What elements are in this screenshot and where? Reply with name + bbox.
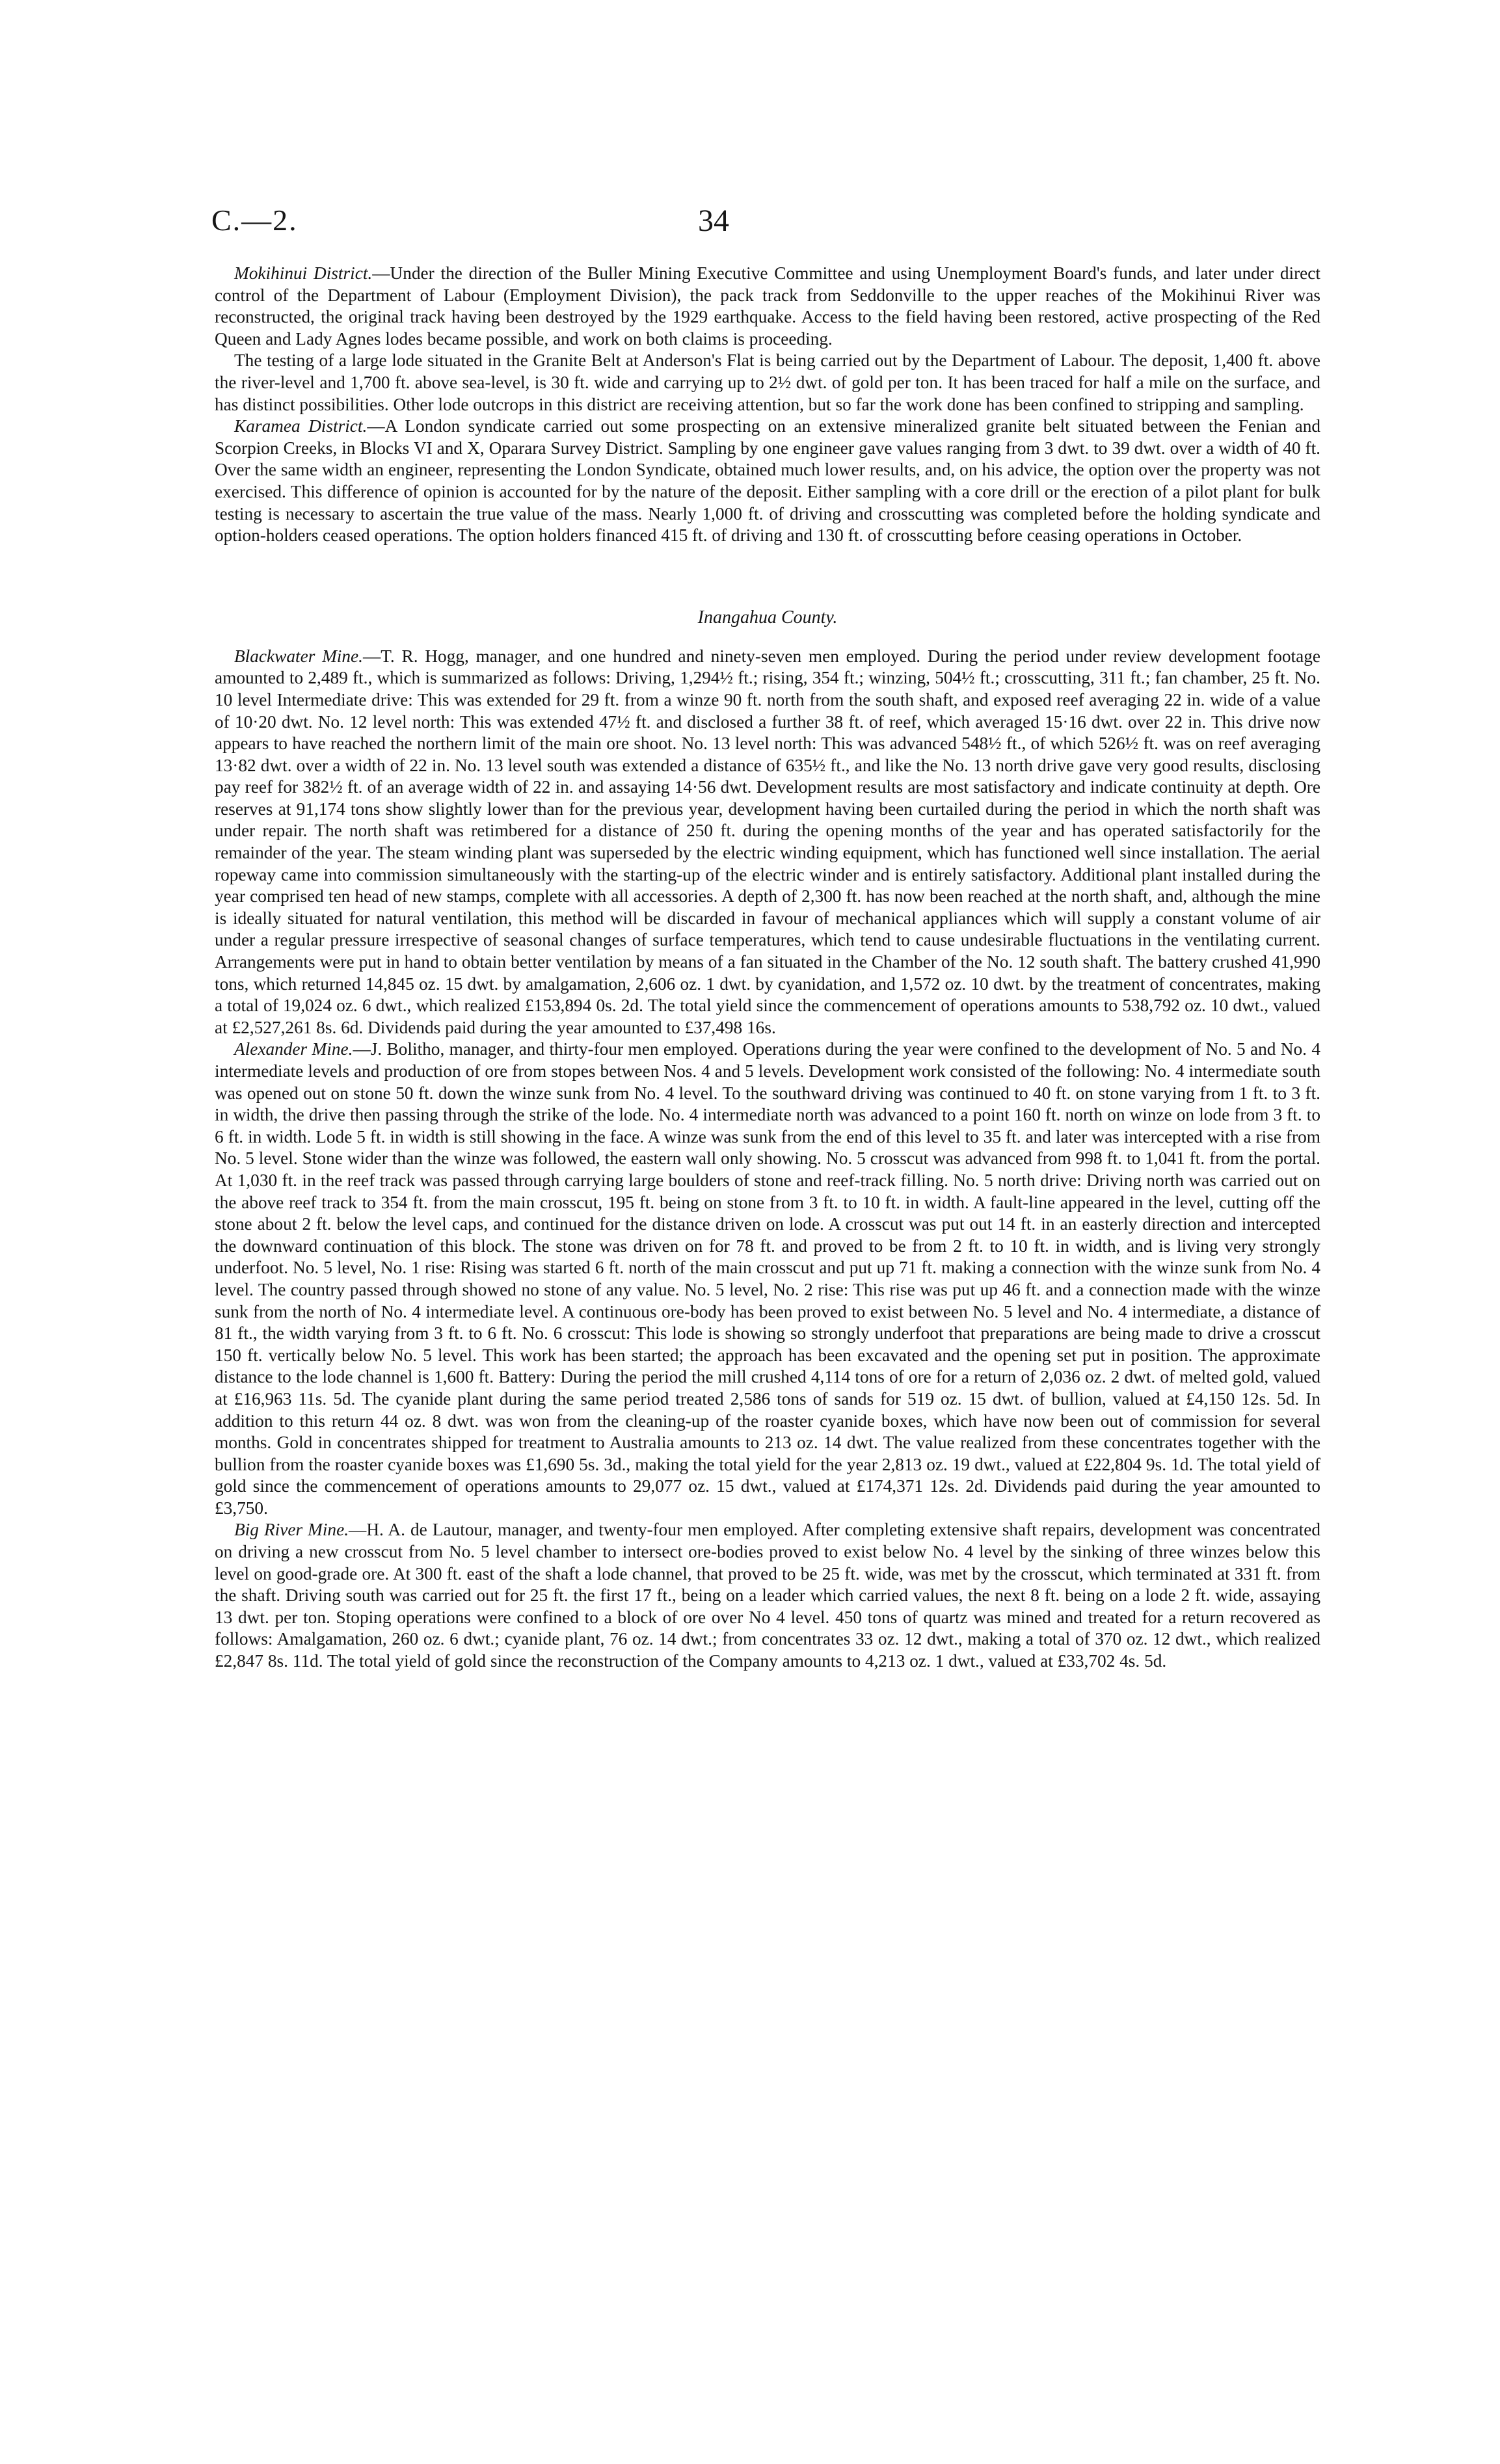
paragraph-alexander — [215, 1039, 1320, 1519]
document-code: C.—2. — [211, 204, 298, 237]
paragraph-text: —Under the direction of the Buller Mining Executive Committee and using Unemployment Board's funds, and later under direct control of the Department of Labour (Employment Division), the pack track from Seddonville to the upper reaches of the Mokihinui River was reconstructed, the original track having been destroyed by the 1929 earthquake. Access to the field having been restored, active prospecting of the Red Queen and Lady Agnes lodes became possible, and work on both claims is proceeding. — [215, 263, 1320, 349]
paragraph-karamea — [215, 416, 1320, 547]
paragraph-text: —T. R. Hogg, manager, and one hundred and ninety-seven men employed. During the period under review development footage amounted to 2,489 ft., which is summarized as follows: Driving, 1,294½ ft.; rising, 354 ft.; winzing, 504½ ft.; crosscutting, 311 ft.; fan chamber, 25 ft. No. 10 level Intermediate drive: This was extended for 29 ft. from a winze 90 ft. north from the south shaft, and exposed reef averaging 22 in. wide of a value of 10·20 dwt. No. 12 level north: This was extended 47½ ft. and disclosed a further 38 ft. of reef, which averaged 15·16 dwt. over 22 in. This drive now appears to have reached the northern limit of the main ore shoot. No. 13 level north: This was advanced 548½ ft., of which 526½ ft. was on reef averaging 13·82 dwt. over a width of 22 in. No. 13 level south was extended a distance of 635½ ft., and like the No. 13 north drive gave very good results, disclosing pay reef for 382½ ft. of an average width of 22 in. and assaying 14·56 dwt. Development results are most satisfactory and indicate continuity at depth. Ore reserves at 91,174 tons show slightly lower than for the previous year, development having been curtailed during the period in which the north shaft was under repair. The north shaft was retimbered for a distance of 250 ft. during the opening months of the year and has operated satisfactorily for the remainder of the year. The steam winding plant was superseded by the electric winding equipment, which has functioned well since installation. The aerial ropeway came into commission simultaneously with the starting-up of the electric winder and is entirely satisfactory. Additional plant installed during the year comprised ten head of new stamps, complete with all accessories. A depth of 2,300 ft. has now been reached at the north shaft, and, although the mine is ideally situated for natural ventilation, this method will be discarded in favour of mechanical appliances which will supply a constant volume of air under a regular pressure irrespective of seasonal changes of surface temperatures, which tend to cause undesirable fluctuations in the ventilating current. Arrangements were put in hand to obtain better ventilation by means of a fan situated in the Chamber of the No. 12 south shaft. The battery crushed 41,990 tons, which returned 14,845 oz. 15 dwt. by amalgamation, 2,606 oz. 1 dwt. by cyanidation, and 1,572 oz. 10 dwt. by the treatment of concentrates, making a total of 19,024 oz. 6 dwt., which realized £153,894 0s. 2d. The total yield since the commencement of operations amounts to 538,792 oz. 10 dwt., valued at £2,527,261 8s. 6d. Dividends paid during the year amounted to £37,498 16s. — [215, 646, 1320, 1037]
paragraph-lead: Blackwater Mine. — [234, 646, 363, 666]
page-header — [0, 203, 1500, 248]
paragraph-mokihinui — [215, 263, 1320, 350]
page-number: 34 — [698, 204, 729, 238]
section-gap — [215, 547, 1320, 589]
paragraph-text: The testing of a large lode situated in the Granite Belt at Anderson's Flat is being carried out by the Department of Labour. The deposit, 1,400 ft. above the river-level and 1,700 ft. above sea-level, is 30 ft. wide and carrying up to 2½ dwt. of gold per ton. It has been traced for half a mile on the surface, and has distinct possibilities. Other lode outcrops in this district are receiving attention, but so far the work done has been confined to stripping and sampling. — [215, 351, 1320, 414]
body-text — [215, 263, 1320, 1673]
paragraph-granite-belt — [215, 350, 1320, 416]
paragraph-text: —J. Bolitho, manager, and thirty-four men employed. Operations during the year were confined to the development of No. 5 and No. 4 intermediate levels and production of ore from stopes between Nos. 4 and 5 levels. Development work consisted of the following: No. 4 intermediate south was opened out on stone 50 ft. down the winze sunk from No. 4 level. To the southward driving was continued to 40 ft. on stone varying from 1 ft. to 3 ft. in width, the drive then passing through the strike of the lode. No. 4 intermediate north was advanced to a point 160 ft. north on winze on lode from 3 ft. to 6 ft. in width. Lode 5 ft. in width is still showing in the face. A winze was sunk from the end of this level to 35 ft. and later was intercepted with a rise from No. 5 level. Stone wider than the winze was followed, the eastern wall only showing. No. 5 crosscut was advanced from 998 ft. to 1,041 ft. from the portal. At 1,030 ft. in the reef track was passed through carrying large boulders of stone and reef-track filling. No. 5 north drive: Driving north was carried out on the above reef track to 354 ft. from the main crosscut, 195 ft. being on stone from 3 ft. to 10 ft. in width. A fault-line appeared in the level, cutting off the stone about 2 ft. below the level caps, and continued for the distance driven on lode. A crosscut was put out 14 ft. in an easterly direction and intercepted the downward continuation of this block. The stone was driven on for 78 ft. and proved to be from 2 ft. to 10 ft. in width, and is living very strongly underfoot. No. 5 level, No. 1 rise: Rising was started 6 ft. north of the main crosscut and put up 71 ft. making a connection with the winze sunk from No. 4 level. The country passed through showed no stone of any value. No. 5 level, No. 2 rise: This rise was put up 46 ft. and a connection made with the winze sunk from the north of No. 4 intermediate level. A continuous ore-body has been proved to exist between No. 5 level and No. 4 intermediate, a distance of 81 ft., the width varying from 3 ft. to 6 ft. No. 6 crosscut: This lode is showing so strongly underfoot that preparations are being made to drive a crosscut 150 ft. vertically below No. 5 level. This work has been started; the approach has been excavated and the opening set put in position. The approximate distance to the lode channel is 1,600 ft. Battery: During the period the mill crushed 4,114 tons of ore for a return of 2,036 oz. 2 dwt. of melted gold, valued at £16,963 11s. 5d. The cyanide plant during the same period treated 2,586 tons of sands for 519 oz. 15 dwt. of bullion, valued at £4,150 12s. 5d. In addition to this return 44 oz. 8 dwt. was won from the cleaning-up of the roaster cyanide boxes, which have now been out of commission for several months. Gold in concentrates shipped for treatment to Australia amounts to 213 oz. 14 dwt. The value realized from these concentrates together with the bullion from the roaster cyanide boxes was £1,690 5s. 3d., making the total yield for the year 2,813 oz. 19 dwt., valued at £22,804 9s. 1d. The total yield of gold since the commencement of operations amounts to 29,077 oz. 15 dwt., valued at £174,371 12s. 2d. Dividends paid during the year amounted to £3,750. — [215, 1039, 1320, 1518]
paragraph-blackwater — [215, 646, 1320, 1039]
paragraph-lead: Mokihinui District. — [234, 263, 373, 283]
paragraph-text: —H. A. de Lautour, manager, and twenty-four men employed. After completing extensive shaft repairs, development was concentrated on driving a new crosscut from No. 5 level chamber to intersect ore-bodies proved to exist below No. 4 level by the sinking of three winzes below this level on good-grade ore. At 300 ft. east of the shaft a lode channel, that proved to be 25 ft. wide, was met by the crosscut, which terminated at 331 ft. from the shaft. Driving south was carried out for 25 ft. the first 17 ft., being on a leader which carried values, the next 8 ft. being on a lode 2 ft. wide, assaying 13 dwt. per ton. Stoping operations were confined to a block of ore over No 4 level. 450 tons of quartz was mined and treated for a return recovered as follows: Amalgamation, 260 oz. 6 dwt.; cyanide plant, 76 oz. 14 dwt.; from concentrates 33 oz. 12 dwt., making a total of 370 oz. 12 dwt., which realized £2,847 8s. 11d. The total yield of gold since the reconstruction of the Company amounts to 4,213 oz. 1 dwt., valued at £33,702 4s. 5d. — [215, 1520, 1320, 1671]
paragraph-text: —A London syndicate carried out some prospecting on an extensive mineralized granite belt situated between the Fenian and Scorpion Creeks, in Blocks VI and X, Oparara Survey District. Sampling by one engineer gave values ranging from 3 dwt. to 39 dwt. over a width of 40 ft. Over the same width an engineer, representing the London Syndicate, obtained much lower results, and, on his advice, the option over the property was not exercised. This difference of opinion is accounted for by the nature of the deposit. Either sampling with a core drill or the erection of a pilot plant for bulk testing is necessary to ascertain the true value of the mass. Nearly 1,000 ft. of driving and crosscutting was completed before the holding syndicate and option-holders ceased operations. The option holders financed 415 ft. of driving and 130 ft. of crosscutting before ceasing operations in October. — [215, 416, 1320, 546]
paragraph-lead: Big River Mine. — [234, 1520, 349, 1540]
section-heading-inangahua: Inangahua County. — [697, 607, 838, 628]
paragraph-lead: Alexander Mine. — [234, 1039, 353, 1059]
paragraph-big-river — [215, 1519, 1320, 1672]
paragraph-lead: Karamea District. — [234, 416, 368, 436]
